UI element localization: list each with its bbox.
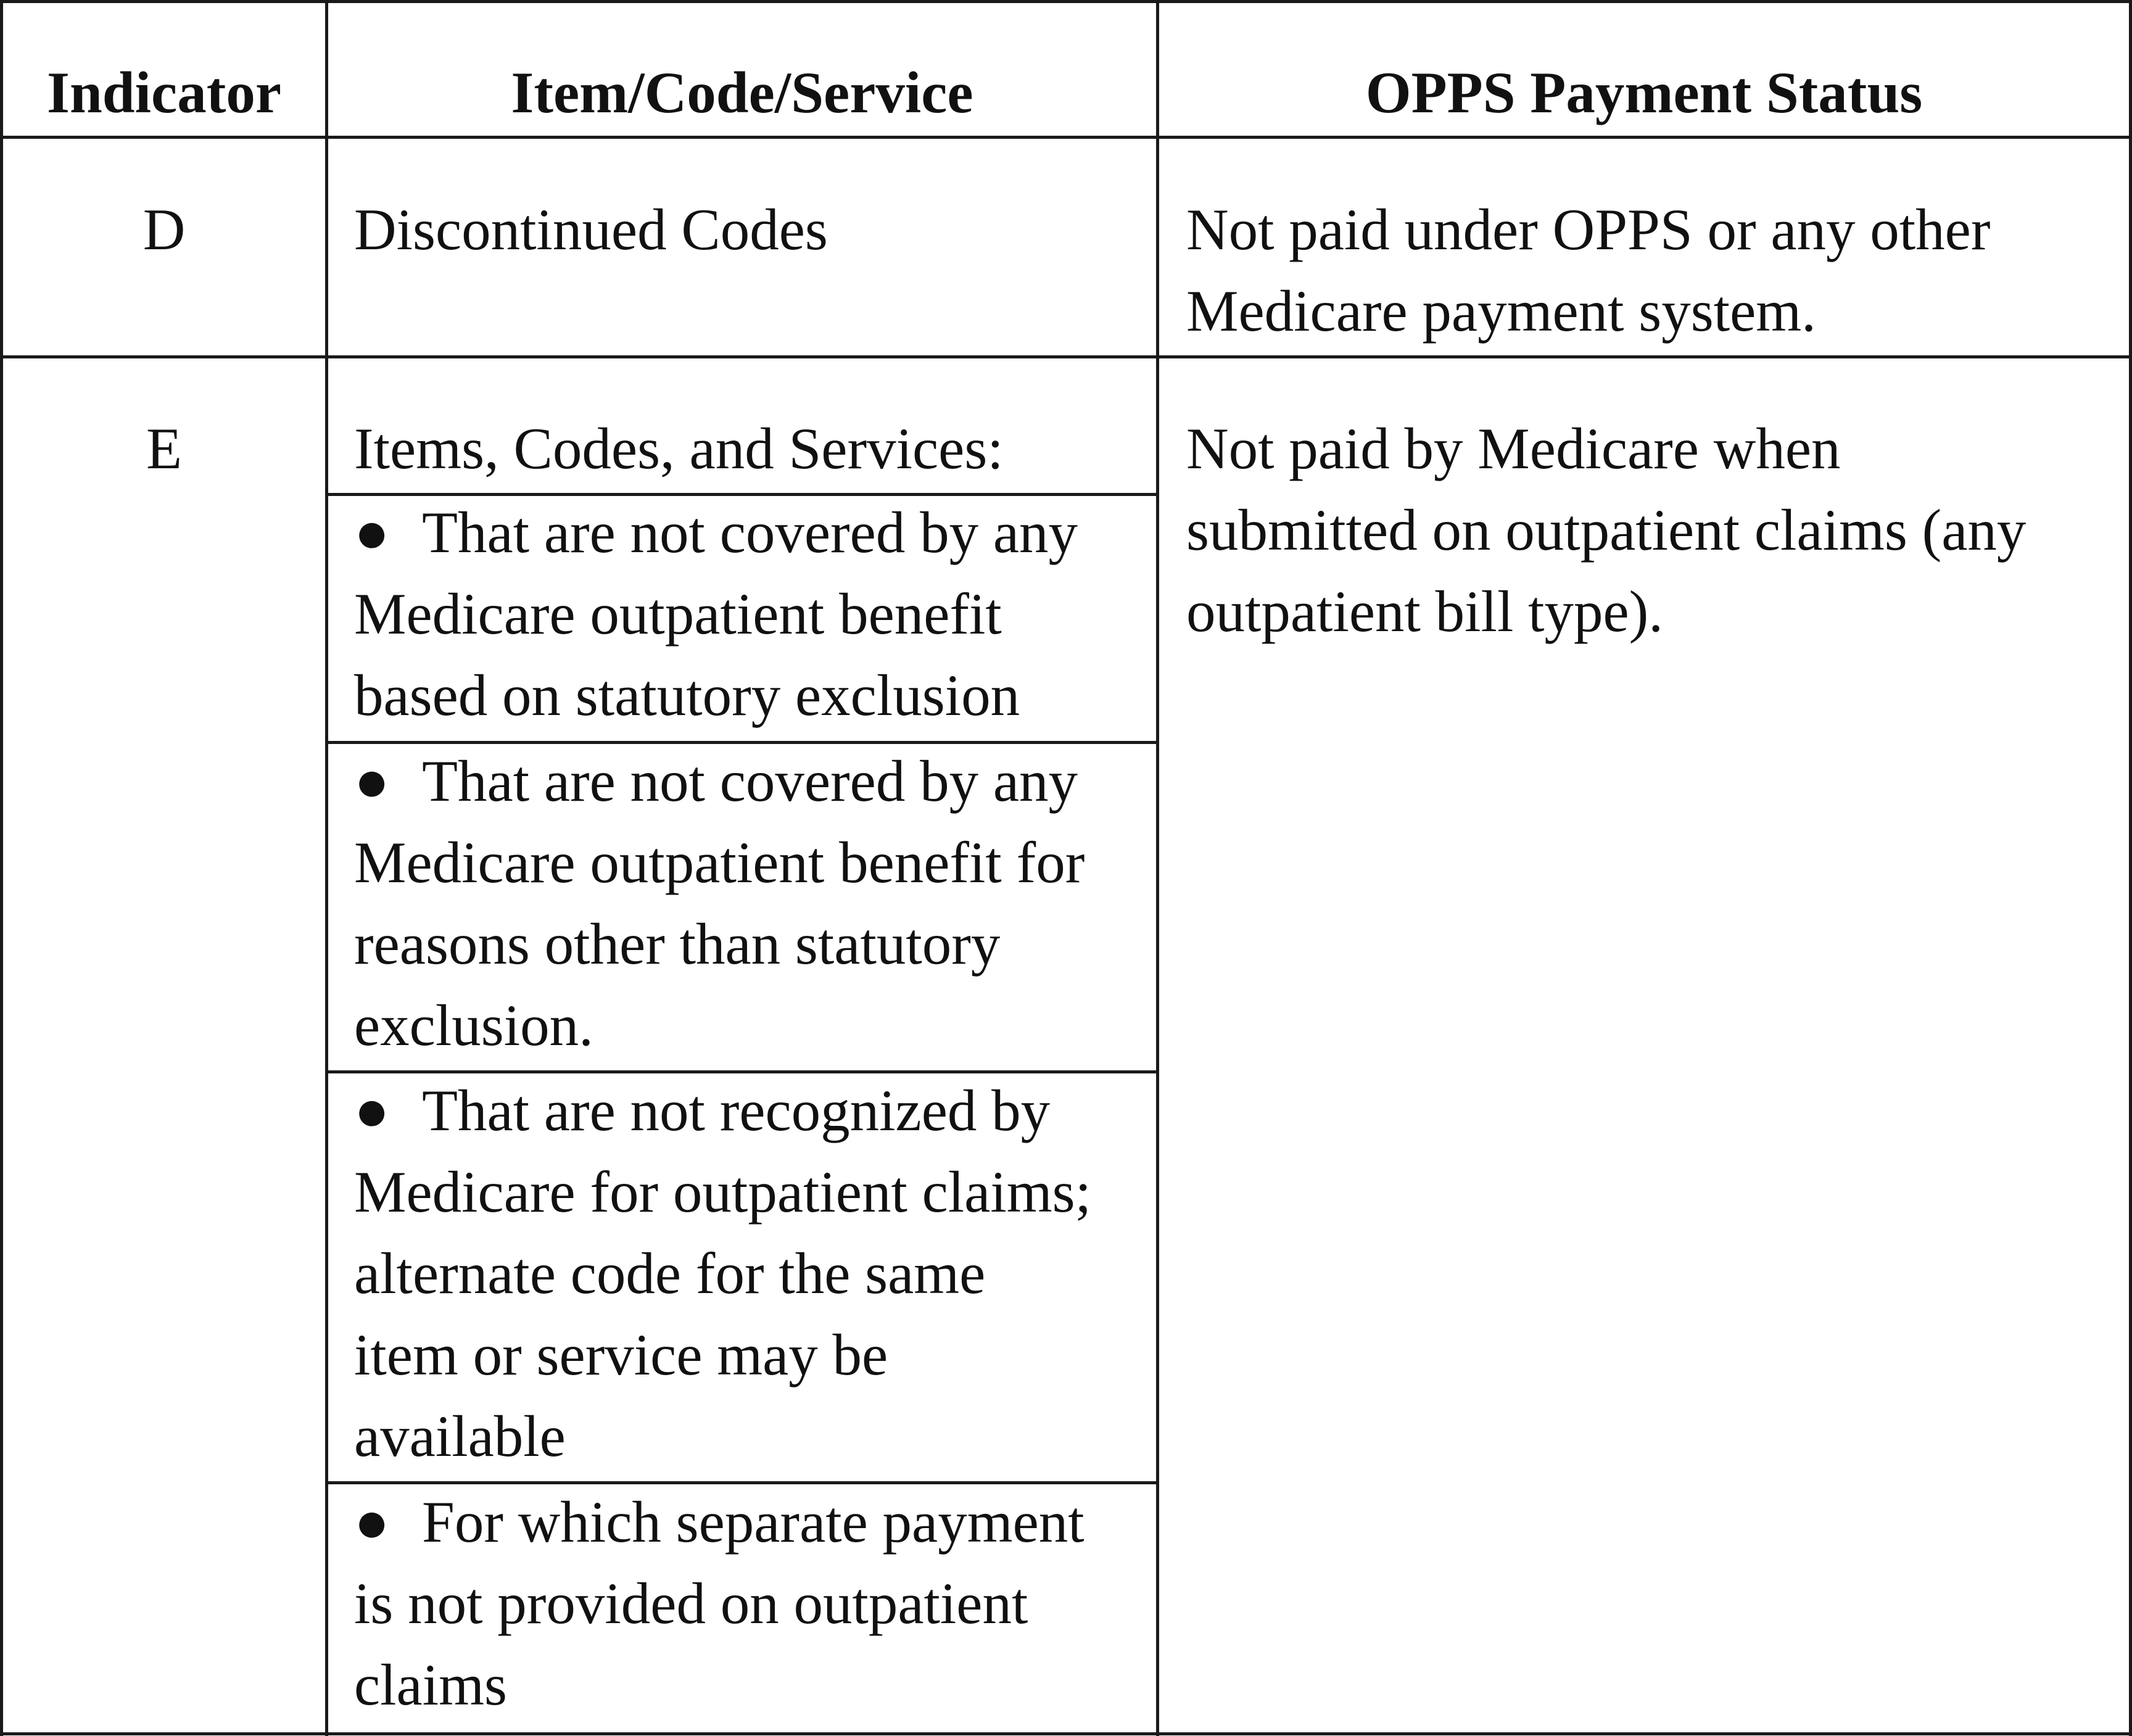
- bullet-item-2: [354, 740, 1078, 822]
- table-border-top: [0, 0, 2132, 3]
- row-e-status-line-1: Not paid by Medicare when: [1186, 416, 1841, 481]
- bullet-2-line-2: Medicare outpatient benefit for: [354, 830, 1085, 895]
- header-opps-payment-status: OPPS Payment Status: [1365, 60, 1923, 125]
- bullet-4-line-2: is not provided on outpatient: [354, 1571, 1028, 1636]
- bullet-4-line-1: For which separate payment: [422, 1489, 1085, 1555]
- row-d-indicator: D: [143, 197, 186, 262]
- bullet-1-line-2: Medicare outpatient benefit: [354, 581, 1002, 647]
- bullet-icon: ●: [354, 1489, 390, 1555]
- bullet-2-line-1: That are not covered by any: [422, 748, 1078, 814]
- row-e-status-line-2: submitted on outpatient claims (any: [1186, 497, 2027, 563]
- bullet-item-3: [354, 1070, 1050, 1151]
- bullet-2-line-3: reasons other than statutory: [354, 911, 1001, 977]
- bullet-1-line-3: based on statutory exclusion: [354, 663, 1020, 728]
- row-d-status-line-2: Medicare payment system.: [1186, 278, 1816, 344]
- bullet-icon: ●: [354, 1078, 390, 1143]
- row-divider-d-e: [0, 355, 2132, 358]
- bullet-item-1: [354, 492, 1078, 573]
- row-e-status-line-3: outpatient bill type).: [1186, 579, 1664, 644]
- header-divider: [0, 136, 2132, 139]
- bullet-3-line-1: That are not recognized by: [422, 1078, 1051, 1143]
- bullet-1-line-1: That are not covered by any: [422, 500, 1078, 565]
- row-e-item-intro: Items, Codes, and Services:: [354, 416, 1004, 481]
- header-indicator: Indicator: [47, 60, 281, 125]
- bullet-item-4: [354, 1481, 1085, 1563]
- header-item-code-service: Item/Code/Service: [511, 60, 973, 125]
- bullet-3-line-5: available: [354, 1403, 566, 1469]
- bullet-2-line-4: exclusion.: [354, 993, 593, 1058]
- row-e-indicator: E: [146, 416, 183, 481]
- column-divider-2: [1156, 0, 1159, 1736]
- bullet-3-line-2: Medicare for outpatient claims;: [354, 1159, 1091, 1225]
- bullet-3-line-3: alternate code for the same: [354, 1241, 986, 1306]
- table-border-right: [2129, 0, 2132, 1736]
- bullet-icon: ●: [354, 748, 390, 814]
- table-border-bottom: [0, 1732, 2132, 1735]
- bullet-4-line-3: claims: [354, 1652, 507, 1717]
- bullet-3-line-4: item or service may be: [354, 1322, 888, 1387]
- bullet-icon: ●: [354, 500, 390, 565]
- row-d-status-line-1: Not paid under OPPS or any other: [1186, 197, 1991, 262]
- row-d-item: Discontinued Codes: [354, 197, 828, 262]
